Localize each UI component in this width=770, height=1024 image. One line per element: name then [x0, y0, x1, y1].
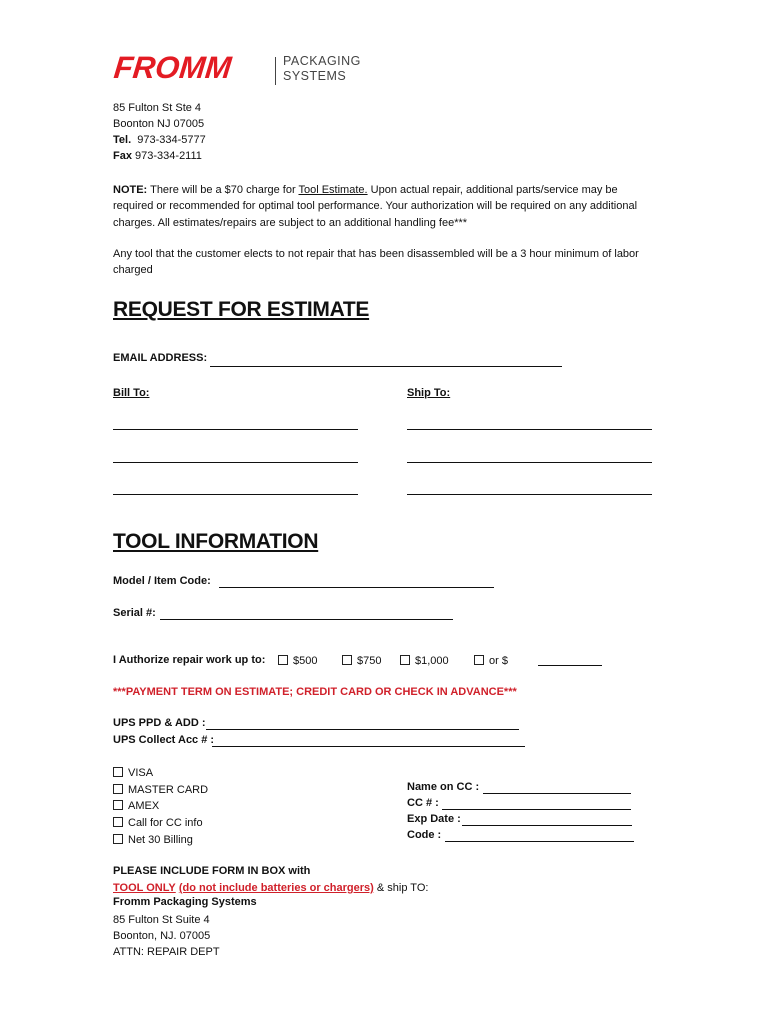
ship-to-label: Ship To: [407, 387, 451, 399]
payment-call-cc[interactable] [113, 815, 203, 831]
option-500-label: $500 [293, 655, 318, 667]
bill-to-line-1[interactable] [113, 429, 358, 430]
payment-call-cc-label: Call for CC info [128, 817, 203, 829]
serial-label: Serial #: [113, 607, 156, 619]
payment-mastercard[interactable] [113, 782, 208, 798]
note-text-before: There will be a $70 charge for [150, 184, 296, 196]
phone [113, 132, 206, 148]
email-label: EMAIL ADDRESS: [113, 352, 208, 364]
ups-ppd-label: UPS PPD & ADD : [113, 717, 206, 729]
payment-net30-label: Net 30 Billing [128, 834, 193, 846]
checkbox-visa[interactable] [113, 767, 123, 777]
payment-amex-label: AMEX [128, 800, 160, 812]
cc-exp-label: Exp Date : [407, 813, 461, 825]
checkbox-1000[interactable] [400, 655, 410, 665]
tool-only-text: TOOL ONLY [113, 882, 176, 894]
address-line1: 85 Fulton St Ste 4 [113, 102, 202, 114]
disassembly-note: Any tool that the customer elects to not repair that has been disassembled will be a 3 hour minimum of labor charged [113, 248, 639, 277]
payment-net30[interactable] [113, 832, 193, 848]
ship-to-text: & ship TO: [376, 882, 429, 894]
bill-to-label: Bill To: [113, 387, 150, 399]
option-750[interactable] [342, 653, 381, 669]
ups-collect-label: UPS Collect Acc # : [113, 734, 215, 746]
serial-field[interactable] [160, 619, 453, 620]
ups-collect-field[interactable] [212, 746, 525, 747]
tool-estimate-link[interactable]: Tool Estimate. [298, 184, 368, 196]
ship-to-line-1[interactable] [407, 429, 652, 430]
payment-mastercard-label: MASTER CARD [128, 784, 209, 796]
logo-subtitle-line2: SYSTEMS [283, 69, 347, 83]
address-line2: Boonton NJ 07005 [113, 118, 205, 130]
tel-value: 973-334-5777 [137, 134, 206, 146]
note-text-after: Upon actual repair, additional parts/service may be required or recommended for optimal tool performance. Your authorization will be required on any additional charges. All estimates/repairs are subject to an additional handling fee*** [113, 184, 638, 229]
checkbox-500[interactable] [278, 655, 288, 665]
payment-term-note: ***PAYMENT TERM ON ESTIMATE; CREDIT CARD OR CHECK IN ADVANCE*** [113, 686, 517, 698]
option-1000[interactable] [400, 653, 449, 669]
email-field[interactable] [210, 366, 562, 367]
checkbox-net30[interactable] [113, 834, 123, 844]
tel-label: Tel. [113, 134, 132, 146]
payment-visa-label: VISA [128, 767, 154, 779]
bill-to-line-2[interactable] [113, 462, 358, 463]
ship-to-line-2[interactable] [407, 462, 652, 463]
note-paragraph [113, 182, 658, 231]
ship-address-2: Boonton, NJ. 07005 [113, 930, 211, 942]
model-field[interactable] [219, 587, 494, 588]
payment-amex[interactable] [113, 798, 159, 814]
cc-code-label: Code : [407, 829, 442, 841]
checkbox-mastercard[interactable] [113, 784, 123, 794]
ups-ppd-field[interactable] [206, 729, 519, 730]
bill-to-line-3[interactable] [113, 494, 358, 495]
cc-name-label: Name on CC : [407, 781, 480, 793]
cc-exp-field[interactable] [462, 825, 632, 826]
option-other[interactable] [474, 653, 508, 669]
checkbox-call-cc[interactable] [113, 817, 123, 827]
fax-value: 973-334-2111 [135, 150, 202, 162]
tool-only-line [113, 880, 428, 896]
ship-attn: ATTN: REPAIR DEPT [113, 946, 220, 958]
note-label: NOTE: [113, 184, 148, 196]
brand-logo: FROMM [112, 50, 233, 85]
option-1000-label: $1,000 [415, 655, 449, 667]
cc-code-field[interactable] [445, 841, 634, 842]
no-batteries-text: (do not include batteries or chargers) [178, 882, 374, 894]
tool-information-title: TOOL INFORMATION [113, 530, 319, 553]
option-750-label: $750 [357, 655, 382, 667]
other-amount-field[interactable] [538, 665, 602, 666]
option-500[interactable] [278, 653, 317, 669]
include-form-note: PLEASE INCLUDE FORM IN BOX with [113, 865, 311, 877]
logo-subtitle-line1: PACKAGING [283, 54, 361, 68]
fax-label: Fax [113, 150, 132, 162]
checkbox-750[interactable] [342, 655, 352, 665]
checkbox-amex[interactable] [113, 800, 123, 810]
ship-to-line-3[interactable] [407, 494, 652, 495]
fax [113, 148, 202, 164]
option-other-label: or $ [489, 655, 508, 667]
cc-name-field[interactable] [483, 793, 631, 794]
model-label: Model / Item Code: [113, 575, 211, 587]
checkbox-other[interactable] [474, 655, 484, 665]
cc-number-label: CC # : [407, 797, 439, 809]
payment-visa[interactable] [113, 765, 153, 781]
cc-number-field[interactable] [442, 809, 631, 810]
ship-address-1: 85 Fulton St Suite 4 [113, 914, 210, 926]
authorize-label: I Authorize repair work up to: [113, 654, 266, 666]
logo-divider [275, 57, 276, 85]
request-estimate-title: REQUEST FOR ESTIMATE [113, 298, 370, 321]
ship-company: Fromm Packaging Systems [113, 896, 257, 908]
